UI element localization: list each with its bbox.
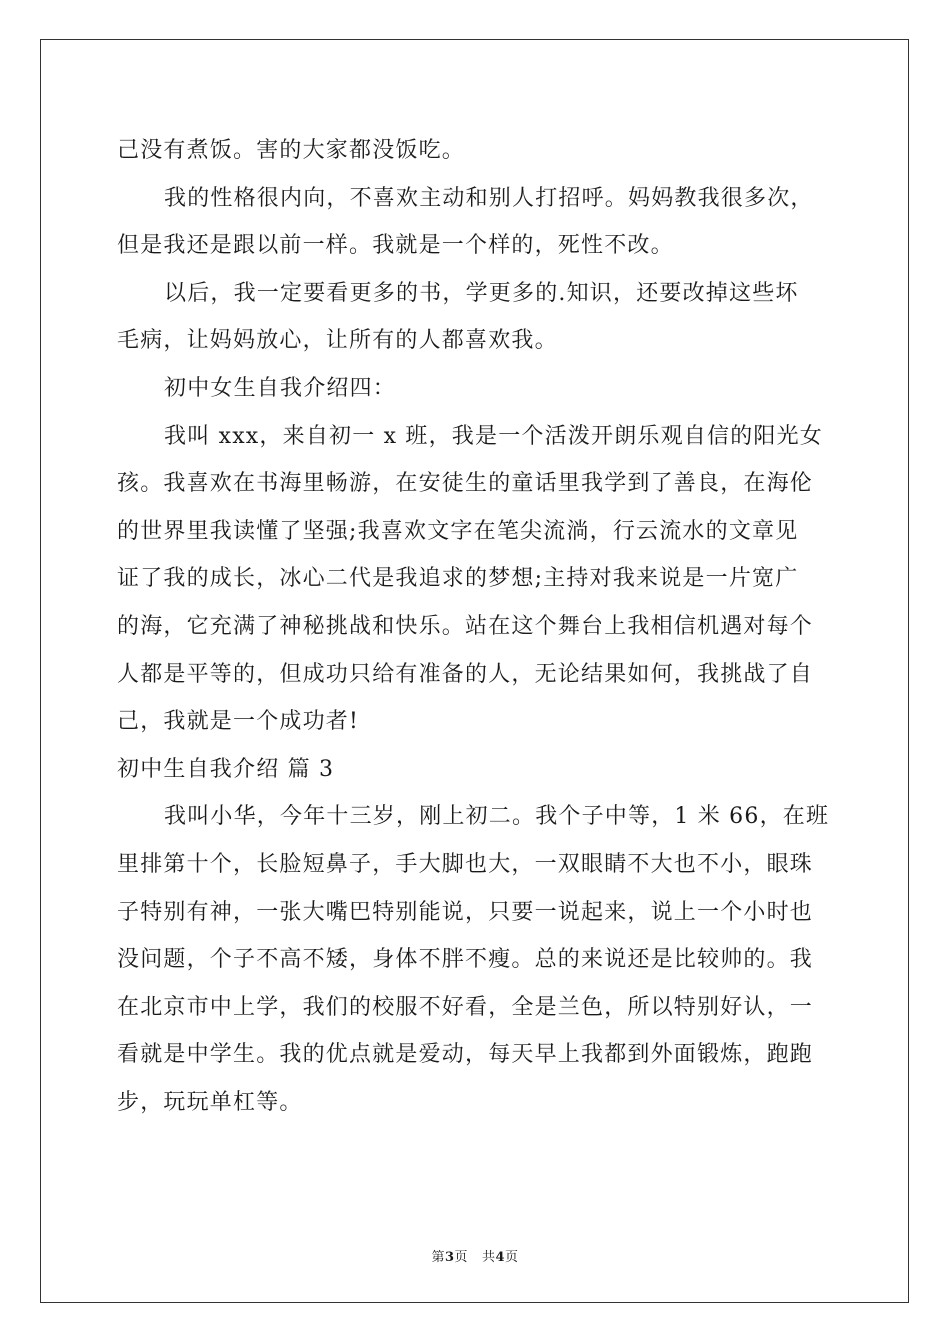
page-total: 4 [495, 1250, 506, 1265]
text-line: 孩。我喜欢在书海里畅游，在安徒生的童话里我学到了善良，在海伦 [117, 471, 814, 497]
text-line: 以后，我一定要看更多的书，学更多的.知识，还要改掉这些坏 [164, 280, 799, 306]
text-line: 我的性格很内向，不喜欢主动和别人打招呼。妈妈教我很多次， [164, 185, 814, 211]
document-body [117, 127, 837, 1126]
text-line: 的世界里我读懂了坚强;我喜欢文字在笔尖流淌，行云流水的文章见 [117, 518, 799, 544]
page-current: 3 [444, 1250, 455, 1265]
text-line: 但是我还是跟以前一样。我就是一个样的，死性不改。 [117, 233, 674, 259]
total-prefix: 共 [481, 1250, 496, 1265]
text-line: 己没有煮饭。害的大家都没饭吃。 [117, 138, 466, 163]
text-line: 毛病，让妈妈放心，让所有的人都喜欢我。 [117, 328, 558, 354]
text-line: 我叫 xxx，来自初一 x 班，我是一个活泼开朗乐观自信的阳光女 [164, 423, 824, 449]
text-line: 没问题，个子不高不矮，身体不胖不瘦。总的来说还是比较帅的。我 [117, 947, 814, 973]
text-line: 步，玩玩单杠等。 [117, 1089, 303, 1115]
page-footer [0, 1246, 950, 1265]
article-heading: 初中生自我介绍 篇 3 [117, 756, 335, 782]
text-line: 看就是中学生。我的优点就是爱动，每天早上我都到外面锻炼，跑跑 [117, 1042, 814, 1068]
text-line: 己，我就是一个成功者! [117, 709, 360, 735]
page-prefix: 第 [431, 1250, 445, 1265]
text-line: 证了我的成长，冰心二代是我追求的梦想;主持对我来说是一片宽广 [117, 566, 799, 592]
text-line: 人都是平等的，但成功只给有准备的人，无论结果如何，我挑战了自 [117, 661, 814, 687]
text-line: 的海，它充满了神秘挑战和快乐。站在这个舞台上我相信机遇对每个 [117, 613, 814, 639]
text-line: 子特别有神，一张大嘴巴特别能说，只要一说起来，说上一个小时也 [117, 899, 814, 925]
page-suffix: 页 [454, 1250, 469, 1265]
section-heading: 初中女生自我介绍四： [164, 375, 397, 401]
text-line: 我叫小华，今年十三岁，刚上初二。我个子中等，1 米 66，在班 [164, 804, 830, 830]
text-line: 里排第十个，长脸短鼻子，手大脚也大，一双眼睛不大也不小，眼珠 [117, 851, 814, 877]
total-suffix: 页 [505, 1250, 519, 1265]
text-line: 在北京市中上学，我们的校服不好看，全是兰色，所以特别好认，一 [117, 994, 814, 1020]
